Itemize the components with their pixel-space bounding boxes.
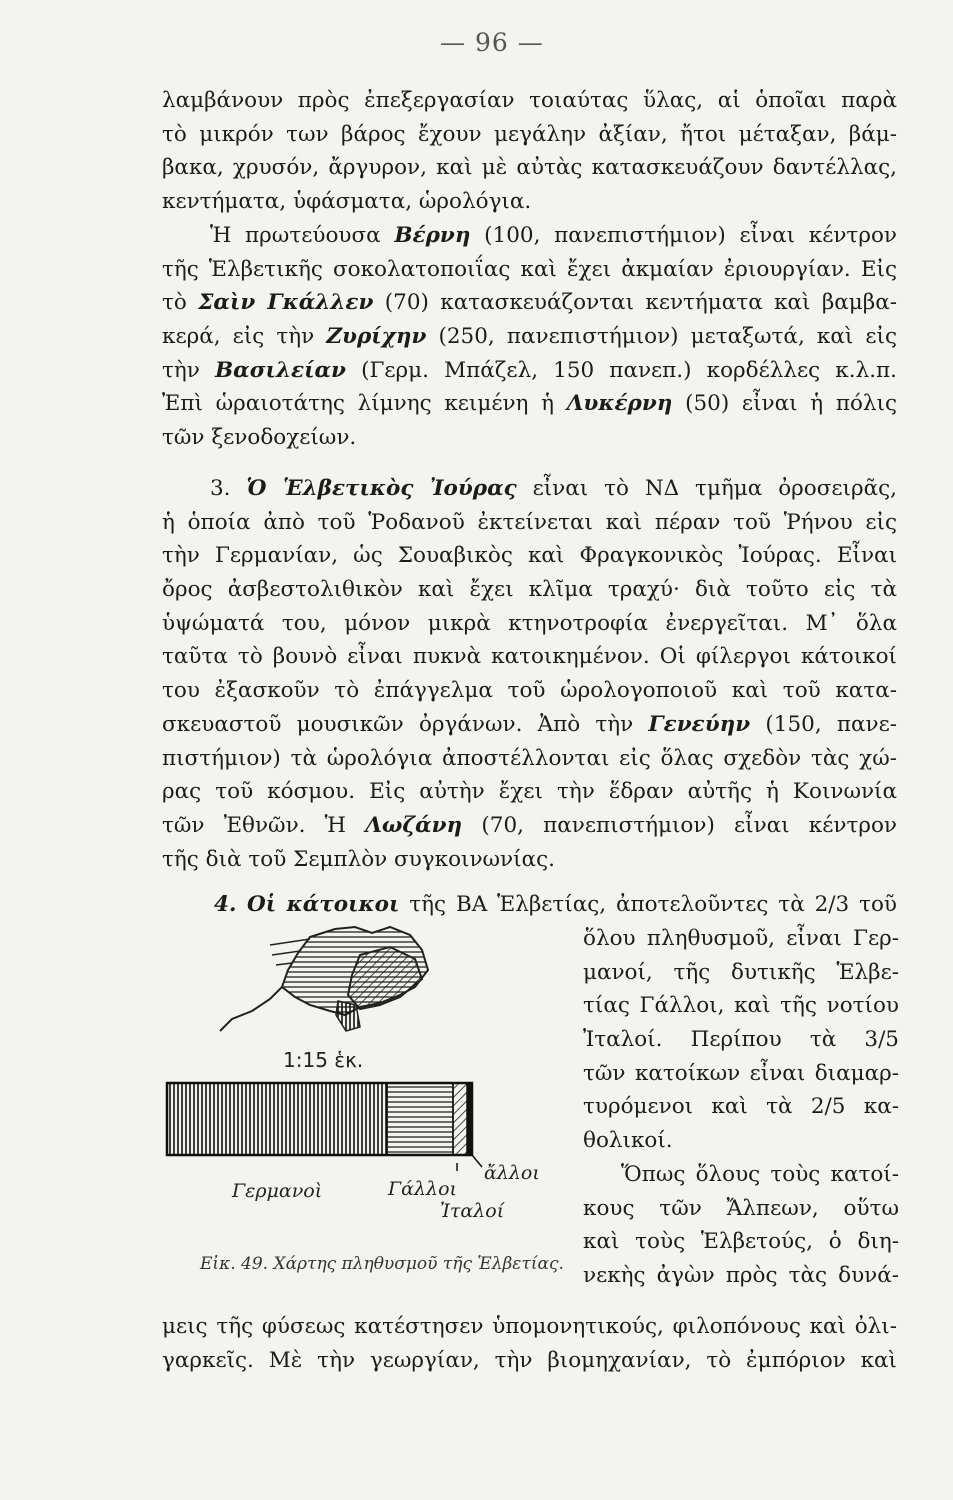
label-others: ἄλλοι: [484, 1162, 540, 1184]
text-line: 4. Οἱ κάτοικοι τῆς ΒΑ Ἑλβετίας, ἀποτελοῦντες τὰ 2/3 τοῦ: [214, 892, 897, 917]
text-line: τὸ Σαὶν Γκάλλεν (70) κατασκευάζονται κεντήματα καὶ βαμβα-: [162, 290, 897, 316]
right-column-text: [583, 922, 899, 1293]
text-line: ρας τοῦ κόσμου. Εἰς αὐτὴν ἔχει τὴν ἕδραν αὐτῆς ἡ Κοινωνία: [162, 779, 897, 805]
text-line: Ἡ πρωτεύουσα Βέρνη (100, πανεπιστήμιον) εἶναι κέντρον: [210, 223, 897, 248]
text-line: γαρκεῖς. Μὲ τὴν γεωργίαν, τὴν βιομηχανίαν, τὸ ἐμπόριον καὶ: [162, 1347, 897, 1373]
text-line: κους τῶν Ἄλπεων, οὕτω: [583, 1195, 899, 1221]
text-line: βακα, χρυσόν, ἄργυρον, καὶ μὲ αὐτὰς κατασκευάζουν δαντέλλας,: [162, 155, 897, 181]
text-line: ὅλου πληθυσμοῦ, εἶναι Γερ-: [583, 926, 899, 951]
text-line: λαμβάνουν πρὸς ἐπεξεργασίαν τοιαύτας ὕλας, αἱ ὁποῖαι παρὰ: [162, 88, 897, 113]
city-zurich: Ζυρίχην: [326, 324, 427, 350]
text-line: νεκὴς ἀγὼν πρὸς τὰς δυνά-: [583, 1262, 899, 1288]
text-line: ταῦτα τὸ βουνὸ εἶναι πυκνὰ κατοικημένον. Οἱ φίλεργοι κάτοικοί: [162, 644, 897, 670]
population-figure: [160, 915, 580, 1245]
label-french: Γάλλοι: [388, 1178, 457, 1200]
text-line: τυρόμενοι καὶ τὰ 2/5 κα-: [583, 1094, 899, 1120]
population-bar: [167, 1083, 482, 1171]
text-line: τῶν κατοίκων εἶναι διαμαρ-: [583, 1060, 899, 1086]
city-geneva: Γενεύην: [648, 711, 751, 737]
text-line: πιστήμιον) τὰ ὡρολόγια ἀποστέλλονται εἰς ὅλας σχεδὸν τὰς χώ-: [162, 745, 897, 771]
text-line: Ἐπὶ ὡραιοτάτης λίμνης κειμένη ἡ Λυκέρνη (50) εἶναι ἡ πόλις: [162, 391, 897, 417]
section-inhabitants: Οἱ κάτοικοι: [246, 892, 400, 917]
paragraph-3: [162, 472, 897, 876]
text-line: κεντήματα, ὑφάσματα, ὡρολόγια.: [162, 189, 532, 215]
switzerland-map: [220, 927, 428, 1031]
text-line: τὴν Βασιλείαν (Γερμ. Μπάζελ, 150 πανεπ.) κορδέλλες κ.λ.π.: [162, 357, 897, 383]
text-line: τὸ μικρόν των βάρος ἔχουν μεγάλην ἀξίαν, ἤτοι μέταξαν, βάμ-: [162, 121, 897, 147]
text-line: μεις τῆς φύσεως κατέστησεν ὑπομονητικούς, φιλοπόνους καὶ ὀλι-: [162, 1314, 897, 1339]
text-line: κερά, εἰς τὴν Ζυρίχην (250, πανεπιστήμιον) μεταξωτά, καὶ εἰς: [162, 324, 897, 350]
section-jura: Ὁ Ἑλβετικὸς Ἰούρας: [246, 476, 517, 501]
text-line: Ὅπως ὅλους τοὺς κατοί-: [621, 1161, 899, 1187]
city-bern: Βέρνη: [394, 223, 471, 248]
bar-segment-italians: [453, 1083, 467, 1155]
city-lausanne: Λωζάνη: [365, 812, 463, 838]
text-line: τίας Γάλλοι, καὶ τῆς νοτίου: [583, 993, 899, 1019]
paragraph-5-bottom: [162, 1310, 897, 1377]
paragraph-1: [162, 84, 897, 219]
text-line: Ἰταλοί. Περίπου τὰ 3/5: [583, 1027, 899, 1053]
map-scale: 1:15 ἑκ.: [283, 1048, 364, 1072]
text-line: τῶν Ἐθνῶν. Ἡ Λωζάνη (70, πανεπιστήμιον) εἶναι κέντρον: [162, 812, 897, 838]
text-line: θολικοί.: [583, 1128, 673, 1154]
text-line: τῶν ξενοδοχείων.: [162, 425, 357, 451]
text-line: καὶ τοὺς Ἑλβετούς, ὁ διη-: [583, 1229, 899, 1255]
label-germans: Γερμανοὶ: [232, 1180, 323, 1202]
text-line: μανοί, τῆς δυτικῆς Ἑλβε-: [583, 959, 899, 985]
city-basel: Βασιλείαν: [214, 357, 346, 383]
text-line: τὴν Γερμανίαν, ὡς Σουαβικὸς καὶ Φραγκονικὸς Ἰούρας. Εἶναι: [162, 543, 897, 569]
bar-segment-french: [387, 1083, 453, 1155]
paragraph-2: [162, 219, 897, 455]
text-line: σκευαστοῦ μουσικῶν ὀργάνων. Ἀπὸ τὴν Γενεύην (150, πανε-: [162, 711, 897, 737]
city-st-gallen: Σαὶν Γκάλλεν: [198, 290, 374, 316]
city-lucerne: Λυκέρνη: [566, 391, 673, 417]
text-line: τῆς διὰ τοῦ Σεμπλὸν συγκοινωνίας.: [162, 846, 555, 872]
page-number: — 96 —: [440, 28, 544, 57]
bar-segment-others: [467, 1083, 472, 1155]
text-line: τῆς Ἑλβετικῆς σοκολατοποιΐας καὶ ἔχει ἀκμαίαν ἐριουργίαν. Εἰς: [162, 256, 897, 282]
text-line: ὑψώματά του, μόνον μικρὰ κτηνοτροφία ἐνεργεῖται. Μ᾿ ὅλα: [162, 610, 897, 636]
text-line: ὄρος ἀσβεστολιθικὸν καὶ ἔχει κλῖμα τραχύ· διὰ τοῦτο εἰς τὰ: [162, 577, 897, 603]
label-italians: Ἰταλοί: [440, 1200, 505, 1222]
figure-caption: Εἰκ. 49. Χάρτης πληθυσμοῦ τῆς Ἑλβετίας.: [200, 1254, 564, 1274]
text-line: του ἐξασκοῦν τὸ ἐπάγγελμα τοῦ ὡρολογοποιοῦ καὶ τοῦ κατα-: [162, 678, 897, 704]
bar-segment-germans: [167, 1083, 387, 1155]
text-line: 3. Ὁ Ἑλβετικὸς Ἰούρας εἶναι τὸ ΝΔ τμῆμα ὀροσειρᾶς,: [210, 476, 897, 501]
text-line: ἡ ὁποία ἀπὸ τοῦ Ῥοδανοῦ ἐκτείνεται καὶ πέραν τοῦ Ῥήνου εἰς: [162, 509, 897, 535]
